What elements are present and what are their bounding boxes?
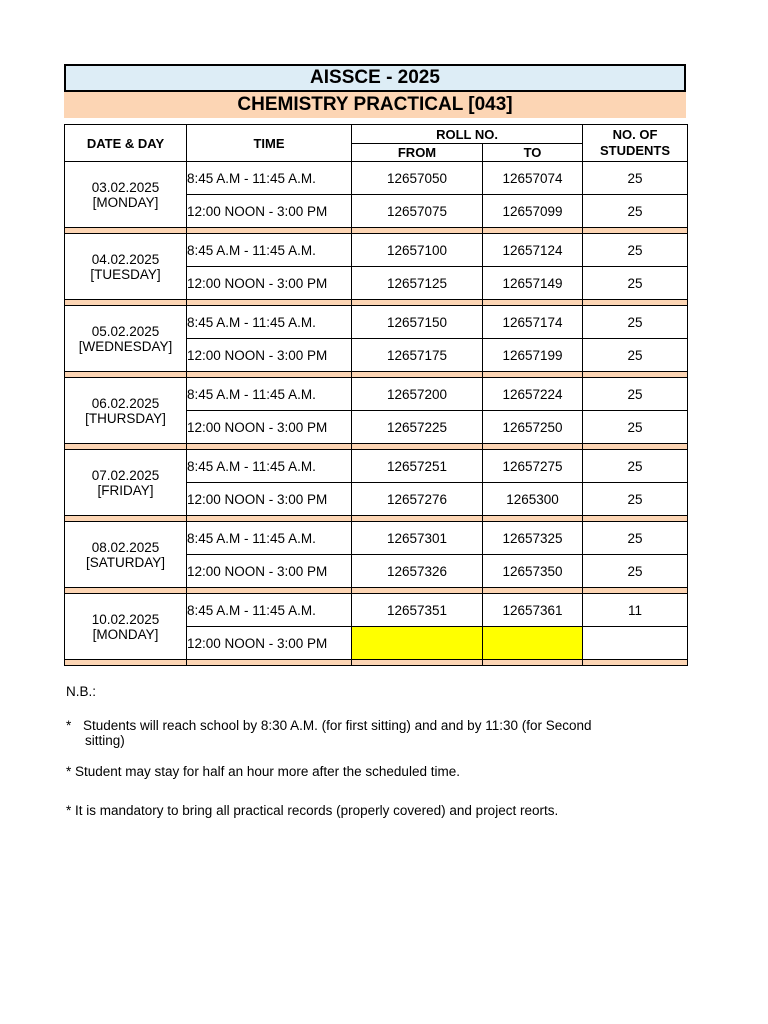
note-arrival-line1: Students will reach school by 8:30 A.M. (for first sitting) and and by 11:30 (for Second: [83, 718, 592, 733]
exam-title: AISSCE - 2025: [64, 64, 686, 92]
col-header-students: [583, 125, 688, 162]
note-records: * It is mandatory to bring all practical records (properly covered) and project reorts.: [66, 803, 559, 818]
roll-from-cell: 12657251: [352, 450, 483, 483]
separator-cell: [65, 660, 187, 666]
separator-cell: [187, 660, 352, 666]
students-cell: 25: [583, 306, 688, 339]
roll-to-cell: 12657174: [483, 306, 583, 339]
roll-from-cell: 12657351: [352, 594, 483, 627]
roll-to-cell: 12657074: [483, 162, 583, 195]
students-cell: [583, 627, 688, 660]
schedule-table: [64, 124, 688, 666]
date-text: 03.02.2025: [91, 179, 160, 195]
day-text: [SATURDAY]: [85, 554, 165, 570]
roll-to-cell: 12657224: [483, 378, 583, 411]
date-day-cell: [65, 306, 187, 372]
col-header-from: FROM: [352, 144, 483, 162]
note-stay: * Student may stay for half an hour more after the scheduled time.: [66, 764, 460, 779]
roll-from-cell: [352, 627, 483, 660]
date-text: 05.02.2025: [91, 323, 160, 339]
date-day-cell: [65, 378, 187, 444]
time-cell: 8:45 A.M - 11:45 A.M.: [187, 450, 352, 483]
roll-from-cell: 12657326: [352, 555, 483, 588]
students-cell: 25: [583, 234, 688, 267]
date-day-cell: [65, 594, 187, 660]
students-cell: 25: [583, 411, 688, 444]
roll-to-cell: 12657199: [483, 339, 583, 372]
roll-to-cell: 1265300: [483, 483, 583, 516]
roll-to-cell: 12657275: [483, 450, 583, 483]
date-text: 06.02.2025: [91, 395, 160, 411]
time-cell: 12:00 NOON - 3:00 PM: [187, 267, 352, 300]
roll-to-cell: 12657124: [483, 234, 583, 267]
note-arrival: [66, 718, 626, 748]
time-cell: 12:00 NOON - 3:00 PM: [187, 483, 352, 516]
roll-from-cell: 12657301: [352, 522, 483, 555]
time-cell: 12:00 NOON - 3:00 PM: [187, 195, 352, 228]
roll-to-cell: 12657149: [483, 267, 583, 300]
day-text: [FRIDAY]: [97, 482, 154, 498]
date-day-cell: [65, 522, 187, 588]
time-cell: 8:45 A.M - 11:45 A.M.: [187, 234, 352, 267]
time-cell: 8:45 A.M - 11:45 A.M.: [187, 306, 352, 339]
day-text: [THURSDAY]: [85, 410, 166, 426]
date-text: 07.02.2025: [91, 467, 160, 483]
col-header-roll-no: ROLL NO.: [352, 125, 583, 144]
col-header-to: TO: [483, 144, 583, 162]
roll-to-cell: [483, 627, 583, 660]
date-text: 10.02.2025: [91, 611, 160, 627]
schedule-body: [65, 162, 688, 666]
time-cell: 8:45 A.M - 11:45 A.M.: [187, 594, 352, 627]
time-cell: 8:45 A.M - 11:45 A.M.: [187, 162, 352, 195]
table-row: [65, 594, 688, 627]
note-arrival-line2: sitting): [85, 733, 125, 748]
day-separator: [65, 660, 688, 666]
time-cell: 12:00 NOON - 3:00 PM: [187, 555, 352, 588]
separator-cell: [583, 660, 688, 666]
col-header-students-line2: STUDENTS: [599, 143, 671, 158]
students-cell: 25: [583, 555, 688, 588]
table-row: [65, 378, 688, 411]
roll-to-cell: 12657350: [483, 555, 583, 588]
day-text: [WEDNESDAY]: [78, 338, 173, 354]
time-cell: 8:45 A.M - 11:45 A.M.: [187, 378, 352, 411]
roll-from-cell: 12657225: [352, 411, 483, 444]
time-cell: 8:45 A.M - 11:45 A.M.: [187, 522, 352, 555]
time-cell: 12:00 NOON - 3:00 PM: [187, 411, 352, 444]
students-cell: 25: [583, 483, 688, 516]
notes-heading: N.B.:: [66, 684, 97, 699]
table-row: [65, 162, 688, 195]
roll-from-cell: 12657276: [352, 483, 483, 516]
roll-from-cell: 12657050: [352, 162, 483, 195]
subject-title: CHEMISTRY PRACTICAL [043]: [64, 92, 686, 118]
roll-from-cell: 12657150: [352, 306, 483, 339]
col-header-time: TIME: [187, 125, 352, 162]
date-day-cell: [65, 234, 187, 300]
table-row: [65, 306, 688, 339]
day-text: [TUESDAY]: [90, 266, 161, 282]
col-header-students-line1: NO. OF: [612, 127, 658, 142]
separator-cell: [352, 660, 483, 666]
students-cell: 25: [583, 267, 688, 300]
students-cell: 25: [583, 378, 688, 411]
students-cell: 25: [583, 450, 688, 483]
separator-cell: [483, 660, 583, 666]
note-bullet: *: [66, 718, 72, 733]
roll-from-cell: 12657100: [352, 234, 483, 267]
date-day-cell: [65, 162, 187, 228]
students-cell: 25: [583, 339, 688, 372]
roll-from-cell: 12657075: [352, 195, 483, 228]
table-row: [65, 234, 688, 267]
roll-to-cell: 12657099: [483, 195, 583, 228]
roll-from-cell: 12657200: [352, 378, 483, 411]
day-text: [MONDAY]: [92, 626, 159, 642]
students-cell: 25: [583, 162, 688, 195]
date-text: 08.02.2025: [91, 539, 160, 555]
time-cell: 12:00 NOON - 3:00 PM: [187, 627, 352, 660]
roll-to-cell: 12657361: [483, 594, 583, 627]
date-text: 04.02.2025: [91, 251, 160, 267]
roll-from-cell: 12657175: [352, 339, 483, 372]
roll-to-cell: 12657325: [483, 522, 583, 555]
table-row: [65, 450, 688, 483]
roll-to-cell: 12657250: [483, 411, 583, 444]
time-cell: 12:00 NOON - 3:00 PM: [187, 339, 352, 372]
students-cell: 25: [583, 195, 688, 228]
students-cell: 25: [583, 522, 688, 555]
date-day-cell: [65, 450, 187, 516]
col-header-date-day: DATE & DAY: [65, 125, 187, 162]
students-cell: 11: [583, 594, 688, 627]
table-row: [65, 522, 688, 555]
roll-from-cell: 12657125: [352, 267, 483, 300]
day-text: [MONDAY]: [92, 194, 159, 210]
